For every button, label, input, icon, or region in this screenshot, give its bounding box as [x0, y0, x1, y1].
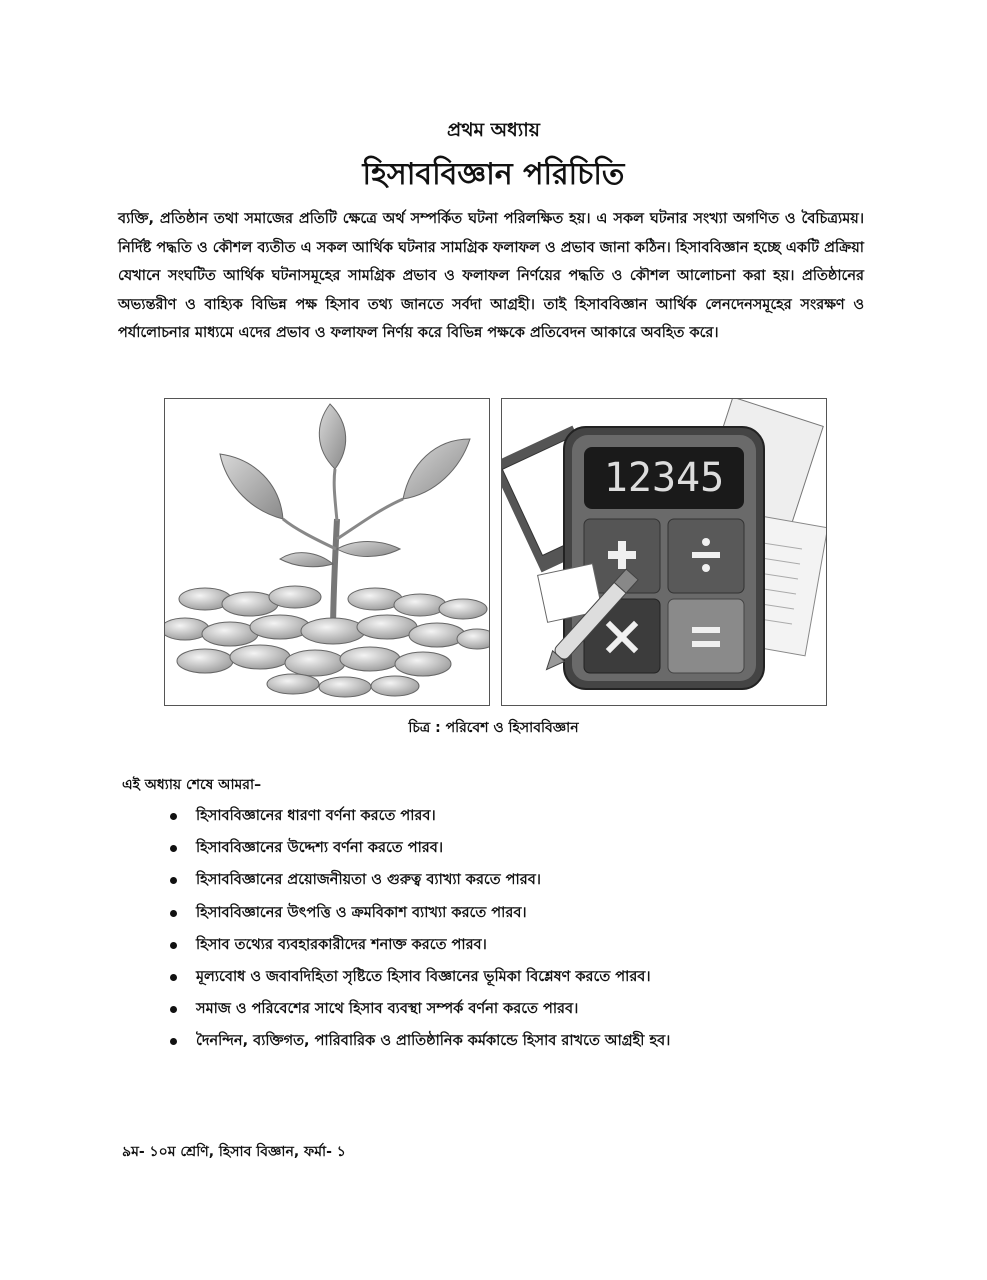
list-item [170, 800, 670, 832]
objective-text: মূল্যবোধ ও জবাবদিহিতা সৃষ্টিতে হিসাব বিজ্ঞানের ভূমিকা বিশ্লেষণ করতে পারব। [196, 968, 651, 985]
objective-text: হিসাববিজ্ঞানের উৎপত্তি ও ক্রমবিকাশ ব্যাখ্যা করতে পারব। [196, 904, 527, 921]
list-item [170, 929, 670, 961]
objective-text: হিসাববিজ্ঞানের প্রয়োজনীয়তা ও গুরুত্ব ব্যাখ্যা করতে পারব। [196, 872, 541, 889]
plant-coins-illustration [165, 399, 489, 705]
objectives-heading: এই অধ্যায় শেষে আমরা– [122, 777, 262, 793]
chapter-label: প্রথম অধ্যায় [447, 119, 540, 141]
bullet-icon [170, 910, 177, 917]
bullet-icon [170, 942, 177, 949]
figure-caption: চিত্র : পরিবেশ ও হিসাববিজ্ঞান [408, 720, 579, 736]
calculator-image [501, 398, 827, 706]
bullet-icon [170, 813, 177, 820]
objective-text: দৈনন্দিন, ব্যক্তিগত, পারিবারিক ও প্রাতিষ্ঠানিক কর্মকান্ডে হিসাব রাখতে আগ্রহী হব। [196, 1033, 671, 1050]
list-item [170, 864, 670, 896]
objective-text: হিসাববিজ্ঞানের উদ্দেশ্য বর্ণনা করতে পারব। [196, 840, 444, 857]
list-item [170, 1025, 670, 1057]
bullet-icon [170, 877, 177, 884]
calculator-display: 12345 [603, 455, 725, 501]
bullet-icon [170, 1038, 177, 1045]
page-footer: ৯ম- ১০ম শ্রেণি, হিসাব বিজ্ঞান, ফর্মা- ১ [122, 1144, 346, 1160]
objectives-list [170, 800, 670, 1058]
list-item [170, 993, 670, 1025]
bullet-icon [170, 845, 177, 852]
objective-text: হিসাব তথ্যের ব্যবহারকারীদের শনাক্ত করতে পারব। [196, 936, 487, 953]
objective-text: হিসাববিজ্ঞানের ধারণা বর্ণনা করতে পারব। [196, 808, 436, 824]
list-item [170, 832, 670, 864]
list-item [170, 897, 670, 929]
page-title: হিসাববিজ্ঞান পরিচিতি [362, 157, 625, 192]
list-item [170, 961, 670, 993]
objective-text: সমাজ ও পরিবেশের সাথে হিসাব ব্যবস্থা সম্পর্ক বর্ণনা করতে পারব। [196, 1001, 579, 1018]
intro-paragraph: ব্যক্তি, প্রতিষ্ঠান তথা সমাজের প্রতিটি ক্ষেত্রে অর্থ সম্পর্কিত ঘটনা পরিলক্ষিত হয়। এ সকল ঘটনার সংখ্যা অগণিত ও বৈচিত্র্যময়। নির্দিষ্ট পদ্ধতি ও কৌশল ব্যতীত এ সকল আর্থিক ঘটনার সামগ্রিক ফলাফল ও প্রভাব জানা কঠিন। হিসাববিজ্ঞান হচ্ছে একটি প্রক্রিয়া যেখানে সংঘটিত আর্থিক ঘটনাসমূহের সামগ্রিক প্রভাব ও ফলাফল নির্ণয়ের পদ্ধতি ও কৌশল আলোচনা করা হয়। প্রতিষ্ঠানের অভ্যন্তরীণ ও বাহ্যিক বিভিন্ন পক্ষ হিসাব তথ্য জানতে সর্বদা আগ্রহী। তাই হিসাববিজ্ঞান আর্থিক লেনদেনসমূহের সংরক্ষণ ও পর্যালোচনার মাধ্যমে এদের প্রভাব ও ফলাফল নির্ণয় করে বিভিন্ন পক্ষকে প্রতিবেদন আকারে অবহিত করে। [118, 211, 864, 341]
plant-coins-image [164, 398, 490, 706]
calculator-illustration [502, 399, 826, 705]
bullet-icon [170, 974, 177, 981]
bullet-icon [170, 1006, 177, 1013]
